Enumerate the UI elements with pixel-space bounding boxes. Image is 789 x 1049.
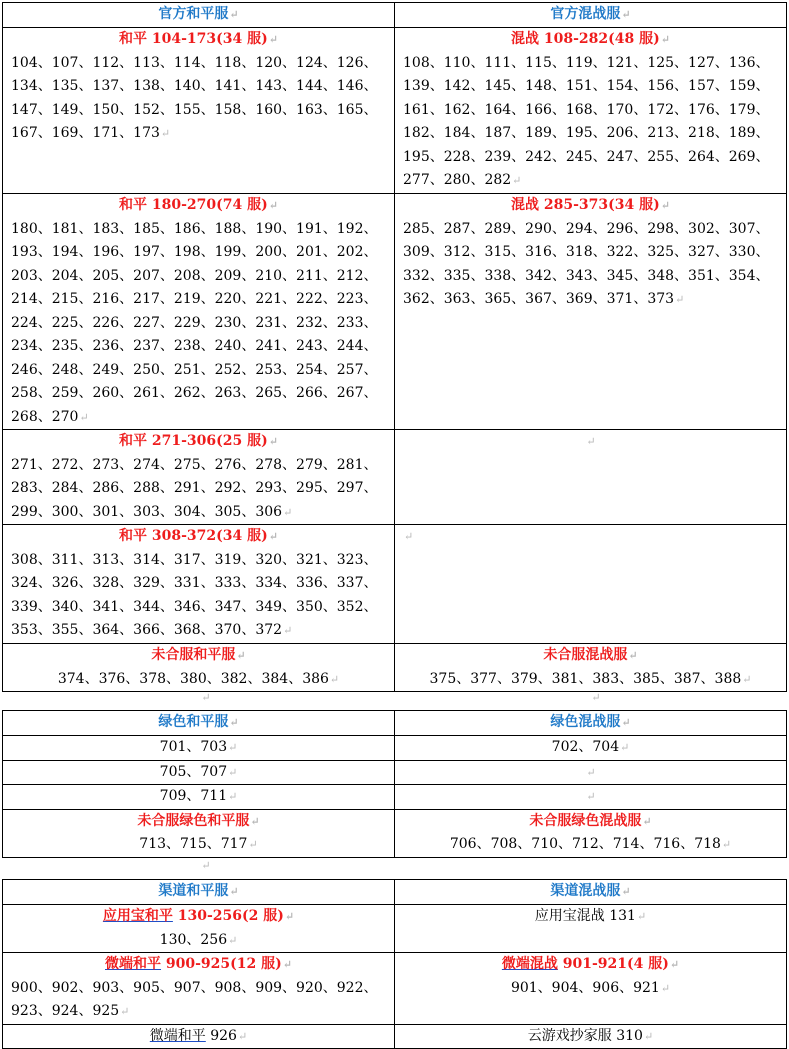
unmerged-melee-servers: 375、377、379、381、383、385、387、388	[429, 670, 742, 687]
header-official-melee: 官方混战服↵	[395, 3, 787, 28]
table-row	[3, 905, 787, 953]
peace-group-servers: 271、272、273、274、275、276、278、279、281、283、284、286、288、291、292、293、295、297、299、300、301、303、304、305、306	[11, 456, 378, 520]
weiduan-peace-servers: 900、902、903、905、907、908、909、920、922、923、924、925	[11, 979, 378, 1019]
melee-group-cell: 混战 285-373(34 服)↵ 285、287、289、290、294、296、298、302、307、309、312、315、316、318、322、325、327、330、332、335、338、342、343、345、348、351、354、362、363、365、367、369、371、373↵	[395, 194, 787, 430]
paragraph-mark: ↵	[591, 691, 601, 704]
unmerged-peace-servers: 374、376、378、380、382、384、386	[57, 670, 329, 687]
peace-group-servers: 104、107、112、113、114、118、120、124、126、134、135、137、138、140、141、143、144、146、147、149、150、152、155、158、160、163、165、167、169、171、173	[11, 54, 378, 141]
unmerged-green-peace-cell: 未合服绿色和平服↵ 713、715、717↵	[3, 809, 395, 857]
peace-group-title: 和平 104-173(34 服)	[119, 31, 268, 47]
green-melee-cell: 702、704↵	[395, 736, 787, 761]
table-row	[3, 194, 787, 430]
empty-cell: ↵	[395, 785, 787, 810]
peace-group-title: 和平 271-306(25 服)	[119, 433, 268, 449]
peace-group-cell: 和平 271-306(25 服)↵ 271、272、273、274、275、276、278、279、281、283、284、286、288、291、292、293、295、297、299、300、301、303、304、305、306↵	[3, 430, 395, 525]
paragraph-mark: ↵	[201, 859, 211, 872]
table-row	[3, 736, 787, 761]
green-peace-cell: 701、703↵	[3, 736, 395, 761]
header-channel-peace: 渠道和平服↵	[3, 880, 395, 905]
weiduan-peace-title-link: 微端和平	[105, 956, 162, 972]
unmerged-melee-cell: 未合服混战服↵ 375、377、379、381、383、385、387、388↵	[395, 644, 787, 692]
unmerged-green-peace-title: 未合服绿色和平服	[137, 812, 250, 829]
melee-group-title: 混战 285-373(34 服)	[511, 197, 660, 213]
empty-cell: ↵	[395, 430, 787, 525]
weiduan-926-number: 926	[205, 1027, 237, 1044]
yyb-peace-title-link: 应用宝和平	[102, 908, 173, 924]
yyb-peace-servers: 130、256	[159, 931, 228, 948]
empty-cell: ↵	[395, 525, 787, 644]
peace-group-cell: 和平 180-270(74 服)↵ 180、181、183、185、186、188、190、191、192、193、194、196、197、198、199、200、201、202、203、204、205、207、208、209、210、211、212、214、215、216、217、219、220、221、222、223、224、225、226、227、229、230、231、232、233、234、235、236、237、238、240、241、243、244、246、248、249、250、251、252、253、254、257、258、259、260、261、262、263、265、266、267、268、270↵	[3, 194, 395, 430]
unmerged-melee-title: 未合服混战服	[543, 647, 628, 663]
table-row	[3, 430, 787, 525]
weiduan-melee-title-link: 微端混战	[501, 956, 558, 972]
table-row	[3, 809, 787, 857]
unmerged-green-melee-servers: 706、708、710、712、714、716、718	[449, 836, 721, 852]
header-green-peace: 绿色和平服↵	[3, 711, 395, 736]
peace-group-servers: 308、311、313、314、317、319、320、321、323、324、326、328、329、331、333、334、336、337、339、340、341、344、346、347、349、350、352、353、355、364、366、368、370、372	[11, 551, 378, 638]
green-servers-table	[2, 710, 787, 858]
table-row	[3, 28, 787, 194]
header-channel-melee: 渠道混战服↵	[395, 880, 787, 905]
yyb-peace-title-range: 130-256(2 服)	[172, 908, 284, 924]
yyb-melee-cell: 应用宝混战 131↵	[395, 905, 787, 953]
weiduan-melee-cell: 微端混战 901-921(4 服)↵ 901、904、906、921↵	[395, 953, 787, 1025]
header-official-peace: 官方和平服↵	[3, 3, 395, 28]
header-green-melee: 绿色混战服↵	[395, 711, 787, 736]
peace-group-servers: 180、181、183、185、186、188、190、191、192、193、194、196、197、198、199、200、201、202、203、204、205、207、208、209、210、211、212、214、215、216、217、219、220、221、222、223、224、225、226、227、229、230、231、232、233、234、235、236、237、238、240、241、243、244、246、248、249、250、251、252、253、254、257、258、259、260、261、262、263、265、266、267、268、270	[11, 220, 378, 425]
table-row	[3, 525, 787, 644]
weiduan-peace-title-range: 900-925(12 服)	[161, 956, 282, 972]
weiduan-melee-servers: 901、904、906、921	[510, 979, 660, 996]
channel-servers-table	[2, 879, 787, 1049]
peace-group-title: 和平 308-372(34 服)	[119, 528, 268, 544]
table-header-row	[3, 880, 787, 905]
peace-group-cell: 和平 308-372(34 服)↵ 308、311、313、314、317、319、320、321、323、324、326、328、329、331、333、334、336、337、339、340、341、344、346、347、349、350、352、353、355、364、366、368、370、372↵	[3, 525, 395, 644]
unmerged-green-melee-cell: 未合服绿色混战服↵ 706、708、710、712、714、716、718↵	[395, 809, 787, 857]
weiduan-melee-title-range: 901-921(4 服)	[557, 956, 669, 972]
unmerged-green-peace-servers: 713、715、717	[139, 836, 248, 852]
weiduan-926-cell: 微端和平 926↵	[3, 1024, 395, 1049]
green-peace-cell: 709、711↵	[3, 785, 395, 810]
table-row	[3, 644, 787, 692]
peace-group-title: 和平 180-270(74 服)	[119, 197, 268, 213]
table-row	[3, 953, 787, 1025]
unmerged-peace-cell: 未合服和平服↵ 374、376、378、380、382、384、386↵	[3, 644, 395, 692]
table-header-row	[3, 711, 787, 736]
green-peace-cell: 705、707↵	[3, 760, 395, 785]
weiduan-peace-cell: 微端和平 900-925(12 服)↵ 900、902、903、905、907、908、909、920、922、923、924、925↵	[3, 953, 395, 1025]
melee-group-cell: 混战 108-282(48 服)↵ 108、110、111、115、119、121、125、127、136、139、142、145、148、151、154、156、157、159、161、162、164、166、168、170、172、176、179、182、184、187、189、195、206、213、218、189、195、228、239、242、245、247、255、264、269、277、280、282↵	[395, 28, 787, 194]
paragraph-mark: ↵	[201, 691, 211, 704]
unmerged-peace-title: 未合服和平服	[151, 647, 236, 663]
cloud-game-cell: 云游戏抄家服 310↵	[395, 1024, 787, 1049]
official-servers-table	[2, 2, 787, 692]
table-row	[3, 785, 787, 810]
table-header-row	[3, 3, 787, 28]
melee-group-title: 混战 108-282(48 服)	[511, 31, 660, 47]
cloud-game-label: 云游戏抄家服 310	[527, 1027, 643, 1044]
yyb-melee-label: 应用宝混战 131	[534, 908, 636, 924]
empty-cell: ↵	[395, 760, 787, 785]
unmerged-green-melee-title: 未合服绿色混战服	[529, 812, 642, 829]
peace-group-cell: 和平 104-173(34 服)↵ 104、107、112、113、114、118、120、124、126、134、135、137、138、140、141、143、144、146、147、149、150、152、155、158、160、163、165、167、169、171、173↵	[3, 28, 395, 194]
yyb-peace-cell: 应用宝和平 130-256(2 服)↵ 130、256↵	[3, 905, 395, 953]
melee-group-servers: 108、110、111、115、119、121、125、127、136、139、142、145、148、151、154、156、157、159、161、162、164、166、168、170、172、176、179、182、184、187、189、195、206、213、218、189、195、228、239、242、245、247、255、264、269、277、280、282	[403, 54, 770, 188]
table-row	[3, 1024, 787, 1049]
melee-group-servers: 285、287、289、290、294、296、298、302、307、309、312、315、316、318、322、325、327、330、332、335、338、342、343、345、348、351、354、362、363、365、367、369、371、373	[403, 220, 770, 307]
weiduan-926-link: 微端和平	[149, 1027, 206, 1044]
table-row	[3, 760, 787, 785]
